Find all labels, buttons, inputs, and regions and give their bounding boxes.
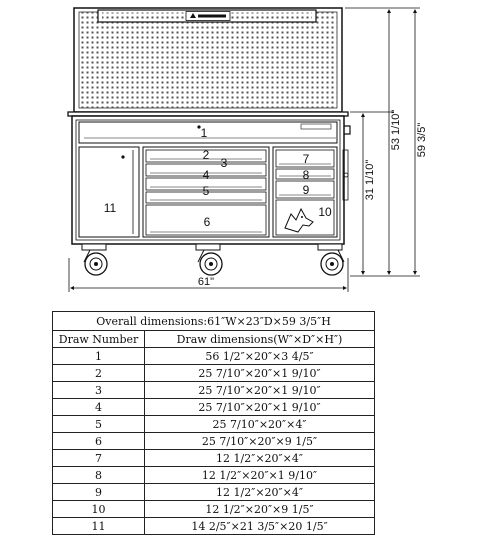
caster-wheel-icon [318,244,344,275]
table-body [53,348,375,535]
draw-dimension-cell: 14 2/5″×21 3/5″×20 1/5″ [145,518,375,535]
table-title-row [53,312,375,331]
brand-logo-icon [186,12,230,21]
table-row [53,450,375,467]
draw-number-cell: 5 [53,416,145,433]
draw-dimension-cell: 25 7/10″×20″×9 1/5″ [145,433,375,450]
draw-dimension-cell: 56 1/2″×20″×3 4/5″ [145,348,375,365]
caster-wheel-icon [82,244,107,275]
drawer-label: 5 [202,184,210,198]
header-draw-dimensions: Draw dimensions(W″×D″×H″) [145,331,375,348]
header-draw-number: Draw Number [53,331,145,348]
table-row [53,416,375,433]
table-row [53,365,375,382]
draw-number-cell: 1 [53,348,145,365]
draw-dimension-cell: 25 7/10″×20″×1 9/10″ [145,365,375,382]
table-row [53,501,375,518]
draw-number-cell: 4 [53,399,145,416]
height-dimensions [345,8,420,276]
dimensions-table [52,311,375,535]
draw-number-cell: 11 [53,518,145,535]
draw-number-cell: 9 [53,484,145,501]
drawer-label: 1 [200,126,208,140]
draw-number-cell: 2 [53,365,145,382]
draw-dimension-cell: 12 1/2″×20″×4″ [145,450,375,467]
table-header-row [53,331,375,348]
drawer-label: 9 [302,183,310,197]
table-row [53,467,375,484]
table-title: Overall dimensions:61″W×23″D×59 3/5″H [53,312,375,331]
total-height-label: 59 3/5" [416,122,428,158]
table-row [53,484,375,501]
table-row [53,399,375,416]
draw-dimension-cell: 25 7/10″×20″×1 9/10″ [145,382,375,399]
draw-number-cell: 7 [53,450,145,467]
drawer-label: 4 [202,168,210,182]
width-label: 61" [197,276,215,288]
drawer-label: 2 [202,148,210,162]
table-row [53,433,375,450]
table-row [53,382,375,399]
cabinet-height-label: 31 1/10" [364,159,376,201]
drawer-label: 3 [220,156,228,170]
drawer-label: 11 [103,201,117,215]
drawer-label: 7 [302,152,310,166]
drawer-label: 10 [318,205,332,219]
chest-height-label: 53 1/10" [390,109,402,151]
draw-dimension-cell: 12 1/2″×20″×4″ [145,484,375,501]
pegboard-icon [74,8,342,112]
draw-dimension-cell: 12 1/2″×20″×1 9/10″ [145,467,375,484]
draw-dimension-cell: 25 7/10″×20″×4″ [145,416,375,433]
drawer-label: 8 [302,168,310,182]
draw-dimension-cell: 12 1/2″×20″×9 1/5″ [145,501,375,518]
draw-number-cell: 3 [53,382,145,399]
draw-dimension-cell: 25 7/10″×20″×1 9/10″ [145,399,375,416]
draw-number-cell: 6 [53,433,145,450]
table-row [53,518,375,535]
draw-number-cell: 10 [53,501,145,518]
caster-wheel-icon [196,244,222,275]
table-row [53,348,375,365]
drawer-label: 6 [203,215,211,229]
draw-number-cell: 8 [53,467,145,484]
